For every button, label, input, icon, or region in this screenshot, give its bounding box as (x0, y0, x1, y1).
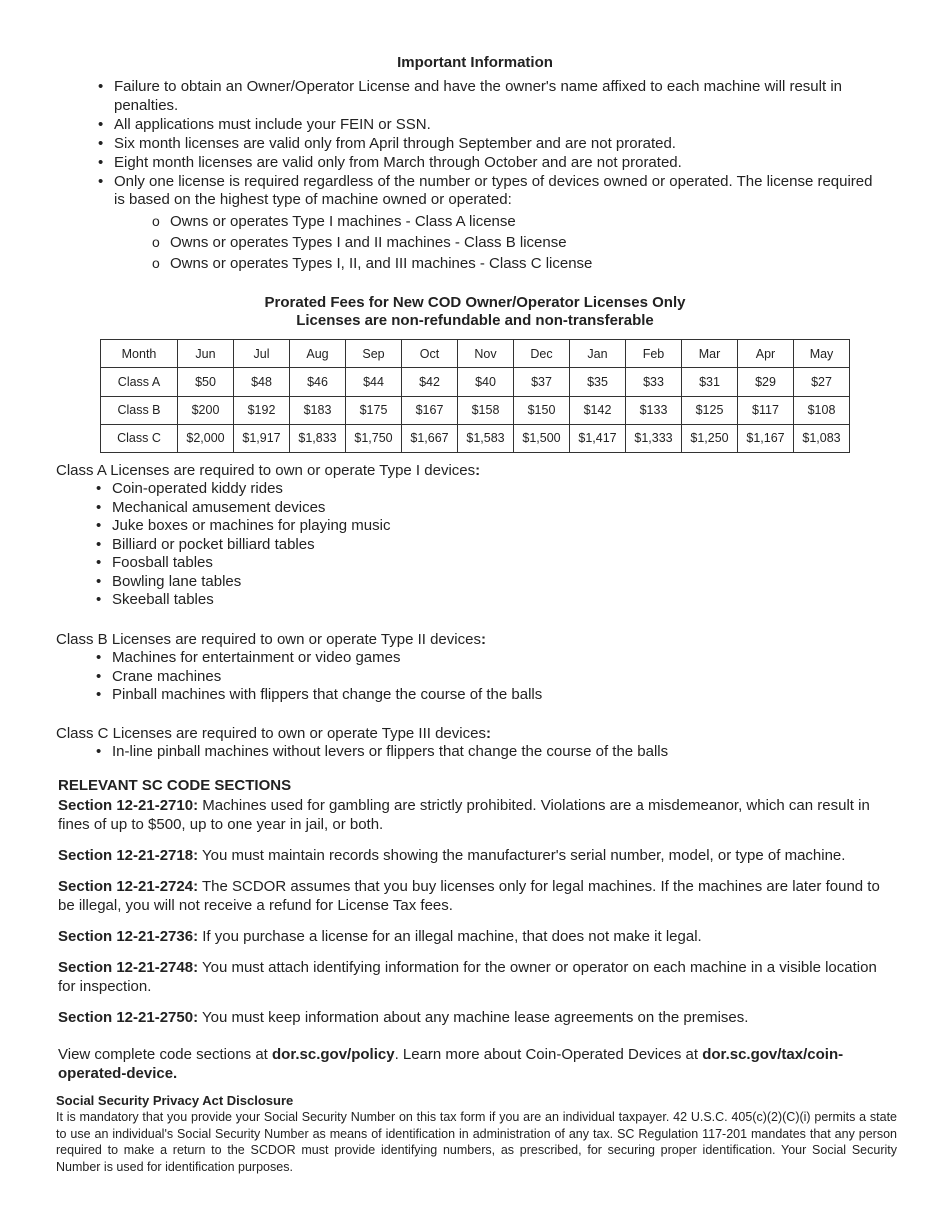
class-b-device-list (112, 649, 892, 705)
table-cell: $1,167 (738, 424, 794, 452)
class-a-device-list (112, 480, 892, 610)
table-cell: $167 (402, 396, 458, 424)
fees-subtitle: Licenses are non-refundable and non-transferable (296, 312, 654, 329)
sub-item-class-c: o Owns or operates Types I, II, and III machines - Class C license (170, 253, 884, 274)
info-item-fein: • All applications must include your FEIN or SSN. (114, 116, 884, 135)
header-cell: Feb (626, 340, 682, 368)
section-text: Machines used for gambling are strictly prohibited. Violations are a misdemeanor, which can result in fines of up to $500, up to one year in jail, or both. (58, 797, 870, 833)
class-a-heading (56, 462, 480, 480)
section-text: The SCDOR assumes that you buy licenses only for legal machines. If the machines are later found to be illegal, you will not receive a refund for License Tax fees. (58, 878, 880, 914)
coin-operated-device-link[interactable]: dor.sc.gov/tax/coin-operated-device. (58, 1046, 844, 1082)
class-b-heading-text: Class B Licenses are required to own or operate Type II devices (56, 631, 481, 648)
header-cell: Oct (402, 340, 458, 368)
table-cell: $42 (402, 368, 458, 396)
table-cell: $200 (178, 396, 234, 424)
info-item-one-license-text: Only one license is required regardless of the number or types of devices owned or operated. The license required is based on the highest type of machine owned or operated: (114, 172, 873, 208)
table-cell: $1,583 (458, 424, 514, 452)
table-cell: $1,750 (346, 424, 402, 452)
table-cell: $27 (794, 368, 850, 396)
code-section-2736 (58, 927, 888, 946)
privacy-title: Social Security Privacy Act Disclosure (56, 1093, 294, 1108)
table-cell: $1,250 (682, 424, 738, 452)
table-row (101, 396, 850, 424)
privacy-body: It is mandatory that you provide your Social Security Number on this tax form if you are an individual taxpayer. 42 U.S.C. 405(c)(2)(C)(i) permits a state to use an individual's Social Security Number as means of identification in administration of any tax. SC Regulation 117-201 mandates that any person required to make a return to the SCDOR must provide identifying numbers, as prescribed, for securing proper identification. Your Social Security Number is used for identification purposes. (56, 1110, 897, 1174)
table-cell: $2,000 (178, 424, 234, 452)
code-section-2748 (58, 958, 888, 996)
code-section-2710 (58, 796, 888, 834)
table-cell: $183 (290, 396, 346, 424)
header-cell: Apr (738, 340, 794, 368)
license-class-sublist (114, 211, 884, 274)
info-item-six-month: • Six month licenses are valid only from April through September and are not prorated. (114, 135, 884, 154)
section-label: Section 12-21-2724: (58, 878, 199, 895)
table-cell: $33 (626, 368, 682, 396)
footer-mid: . Learn more about Coin-Operated Devices at (394, 1046, 703, 1063)
table-cell: $44 (346, 368, 402, 396)
table-cell: $48 (234, 368, 290, 396)
header-cell: Jun (178, 340, 234, 368)
list-item: • Juke boxes or machines for playing music (112, 517, 892, 536)
header-cell: Dec (514, 340, 570, 368)
code-section-2724 (58, 877, 888, 915)
table-cell: $50 (178, 368, 234, 396)
table-cell: $1,083 (794, 424, 850, 452)
prorated-fees-table (100, 339, 850, 453)
list-item: • Skeeball tables (112, 591, 892, 610)
section-label: Section 12-21-2718: (58, 847, 199, 864)
table-cell: $1,917 (234, 424, 290, 452)
section-text: If you purchase a license for an illegal machine, that does not make it legal. (198, 928, 702, 945)
table-cell: $133 (626, 396, 682, 424)
header-cell: Aug (290, 340, 346, 368)
table-cell: $35 (570, 368, 626, 396)
table-cell: $1,333 (626, 424, 682, 452)
table-cell: $1,500 (514, 424, 570, 452)
code-section-2718 (58, 846, 888, 865)
info-item-one-license (114, 173, 884, 274)
list-item: • In-line pinball machines without levers or flippers that change the course of the balls (112, 743, 892, 762)
important-info-list (114, 78, 884, 274)
list-item: • Pinball machines with flippers that change the course of the balls (112, 686, 892, 705)
code-sections-footer (58, 1045, 888, 1083)
header-cell: Jan (570, 340, 626, 368)
table-cell: $1,417 (570, 424, 626, 452)
info-item-eight-month: • Eight month licenses are valid only from March through October and are not prorated. (114, 154, 884, 173)
table-cell: $37 (514, 368, 570, 396)
table-header-row (101, 340, 850, 368)
header-cell: Sep (346, 340, 402, 368)
code-section-2750 (58, 1008, 888, 1027)
header-cell: May (794, 340, 850, 368)
section-text: You must keep information about any machine lease agreements on the premises. (198, 1009, 749, 1026)
table-cell: $192 (234, 396, 290, 424)
header-cell: Nov (458, 340, 514, 368)
privacy-act-disclosure (56, 1093, 897, 1175)
table-cell: $1,833 (290, 424, 346, 452)
class-a-heading-text: Class A Licenses are required to own or operate Type I devices (56, 462, 476, 479)
policy-link[interactable]: dor.sc.gov/policy (272, 1046, 395, 1063)
table-cell: $125 (682, 396, 738, 424)
section-label: Section 12-21-2750: (58, 1009, 199, 1026)
footer-prefix: View complete code sections at (58, 1046, 273, 1063)
section-label: Section 12-21-2748: (58, 959, 199, 976)
section-label: Section 12-21-2736: (58, 928, 199, 945)
table-cell: $46 (290, 368, 346, 396)
list-item: • Bowling lane tables (112, 573, 892, 592)
header-cell: Mar (682, 340, 738, 368)
list-item: • Billiard or pocket billiard tables (112, 536, 892, 555)
class-a-colon: : (475, 462, 481, 479)
info-item-penalties: • Failure to obtain an Owner/Operator License and have the owner's name affixed to each machine will result in penalties. (114, 78, 884, 115)
class-c-heading (56, 725, 491, 743)
table-cell: $158 (458, 396, 514, 424)
class-b-colon: : (480, 631, 486, 648)
table-cell: $1,667 (402, 424, 458, 452)
list-item: • Coin-operated kiddy rides (112, 480, 892, 499)
relevant-title: RELEVANT SC CODE SECTIONS (58, 777, 292, 794)
list-item: • Crane machines (112, 668, 892, 687)
fees-title: Prorated Fees for New COD Owner/Operator Licenses Only (264, 294, 686, 311)
table-cell: $108 (794, 396, 850, 424)
section-label: Section 12-21-2710: (58, 797, 199, 814)
section-text: You must attach identifying information for the owner or operator on each machine in a visible location for inspection. (58, 959, 877, 995)
table-cell: $31 (682, 368, 738, 396)
table-cell: $175 (346, 396, 402, 424)
relevant-code-sections (58, 777, 888, 1095)
table-cell: $142 (570, 396, 626, 424)
list-item: • Machines for entertainment or video games (112, 649, 892, 668)
class-c-heading-text: Class C Licenses are required to own or operate Type III devices (56, 725, 486, 742)
table-row (101, 424, 850, 452)
section-text: You must maintain records showing the manufacturer's serial number, model, or type of machine. (198, 847, 846, 864)
class-c-device-list (112, 743, 892, 762)
table-cell: $150 (514, 396, 570, 424)
class-c-colon: : (485, 725, 491, 742)
important-info-title: Important Information (397, 54, 553, 71)
header-cell: Month (101, 340, 178, 368)
row-header-cell: Class A (101, 368, 178, 396)
sub-item-class-a: o Owns or operates Type I machines - Class A license (170, 211, 884, 232)
list-item: • Mechanical amusement devices (112, 499, 892, 518)
header-cell: Jul (234, 340, 290, 368)
list-item: • Foosball tables (112, 554, 892, 573)
row-header-cell: Class B (101, 396, 178, 424)
table-row (101, 368, 850, 396)
table-cell: $29 (738, 368, 794, 396)
table-cell: $40 (458, 368, 514, 396)
sub-item-class-b: o Owns or operates Types I and II machines - Class B license (170, 232, 884, 253)
class-b-heading (56, 631, 486, 649)
table-cell: $117 (738, 396, 794, 424)
row-header-cell: Class C (101, 424, 178, 452)
